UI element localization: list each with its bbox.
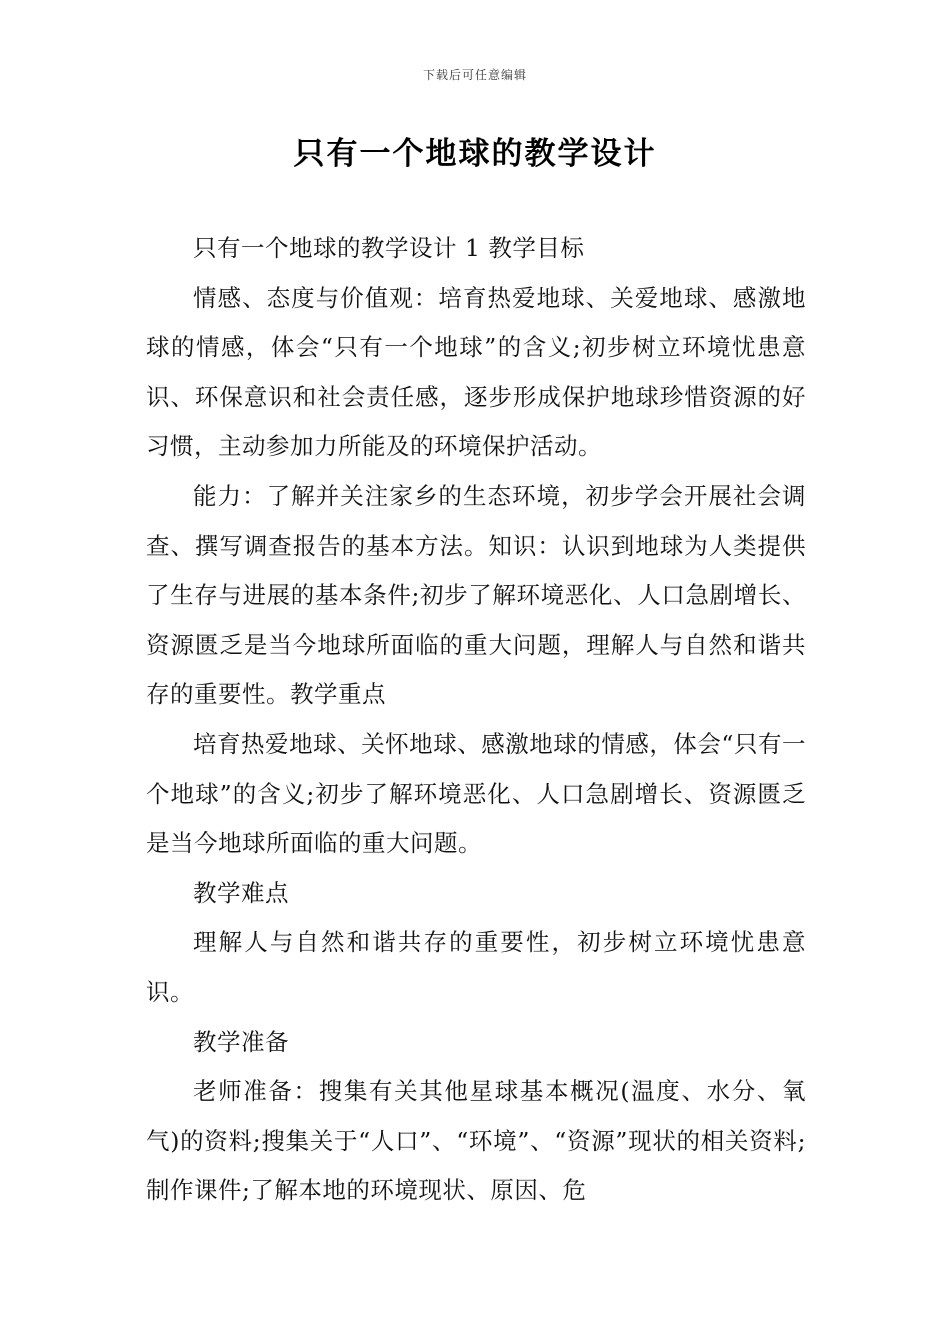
paragraph-emotion-values: 情感、态度与价值观：培育热爱地球、关爱地球、感激地球的情感，体会“只有一个地球”的含义;初步树立环境忧患意识、环保意识和社会责任感，逐步形成保护地球珍惜资源的好习惯，主动参加力所能及的环境保护活动。 [146,283,806,461]
paragraph-teacher-preparation: 老师准备：搜集有关其他星球基本概况(温度、水分、氧气)的资料;搜集关于“人口”、“环境”、“资源”现状的相关资料;制作课件;了解本地的环境现状、原因、危 [146,1077,806,1205]
paragraph-heading-difficulties: 教学难点 [193,878,289,907]
paragraph-key-points: 培育热爱地球、关怀地球、感激地球的情感，体会“只有一个地球”的含义;初步了解环境恶化、人口急剧增长、资源匮乏是当今地球所面临的重大问题。 [146,729,806,858]
paragraph-heading-objectives: 只有一个地球的教学设计 1 教学目标 [193,234,585,262]
paragraph-heading-preparation: 教学准备 [193,1027,289,1056]
document-body [146,224,806,1216]
document-title: 只有一个地球的教学设计 [293,136,657,172]
paragraph-difficulties: 理解人与自然和谐共存的重要性，初步树立环境忧患意识。 [146,928,806,1006]
paragraph-ability-knowledge: 能力：了解并关注家乡的生态环境，初步学会开展社会调查、撰写调查报告的基本方法。知识：认识到地球为人类提供了生存与进展的基本条件;初步了解环境恶化、人口急剧增长、资源匮乏是当今地球所面临的重大问题，理解人与自然和谐共存的重要性。教学重点 [146,481,806,709]
header-note: 下载后可任意编辑 [422,68,527,82]
